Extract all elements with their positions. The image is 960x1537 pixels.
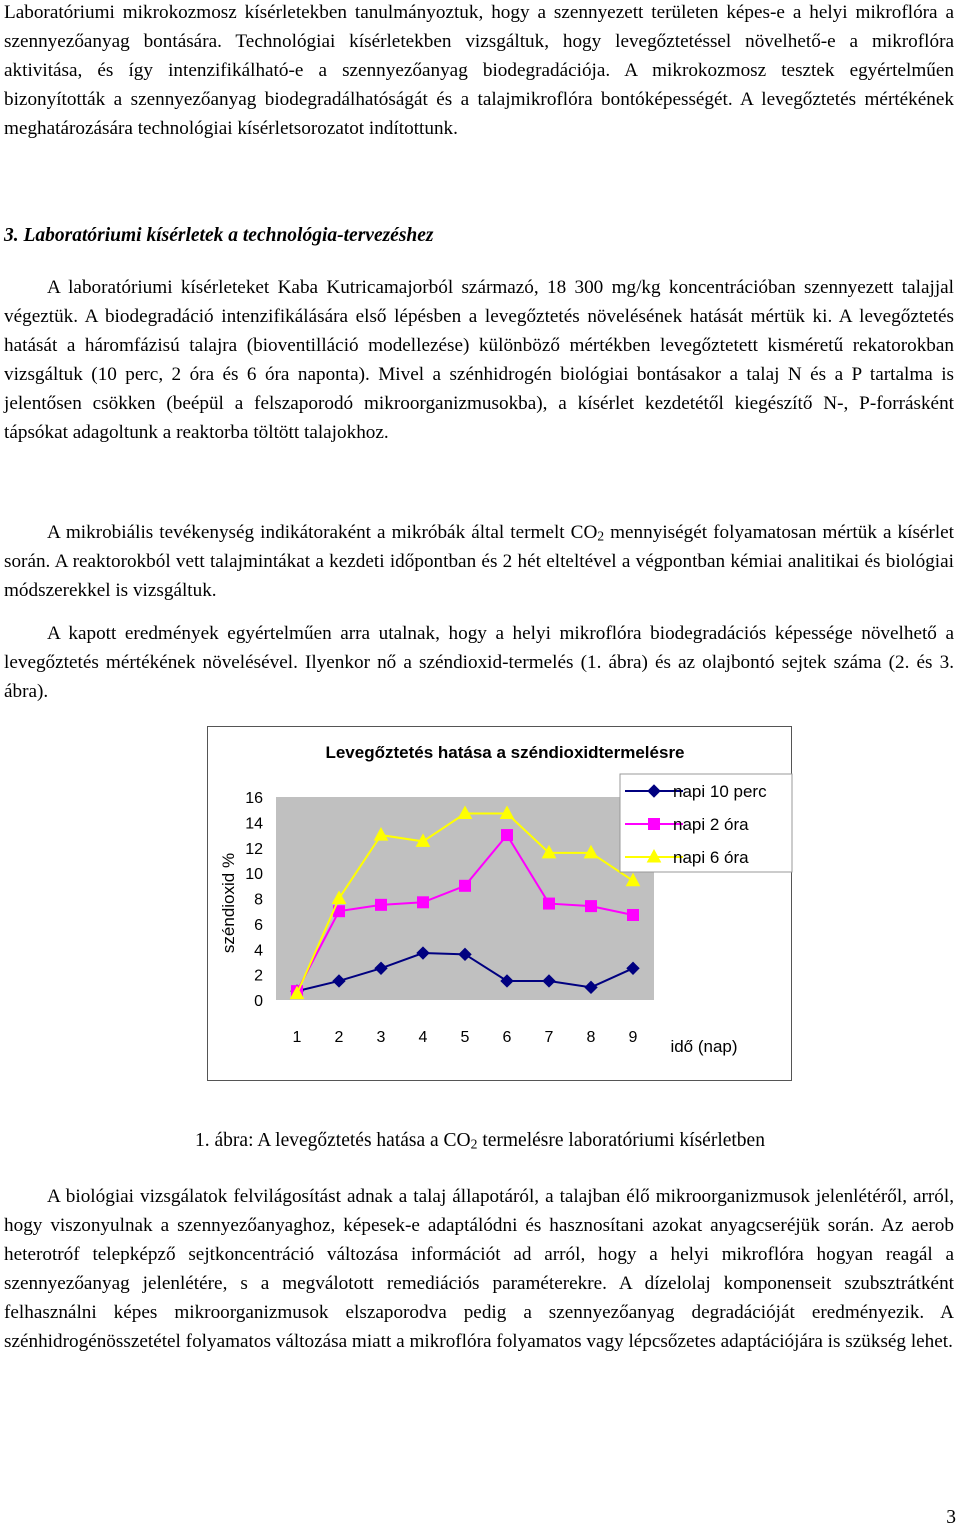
y-tick-label: 10 [245, 866, 263, 884]
x-tick-label: 3 [376, 1029, 386, 1046]
x-tick-label: 5 [460, 1029, 470, 1046]
x-axis-label: idő (nap) [670, 1037, 738, 1056]
figure-caption [0, 1126, 960, 1156]
y-tick-label: 6 [254, 916, 263, 934]
x-tick-label: 6 [502, 1029, 512, 1046]
paragraph-biological: A biológiai vizsgálatok felvilágosítást adnak a talaj állapotáról, a talajban élő mikroorganizmusok jelenlétéről, arról, hogy viszonyulnak a szennyezőanyaghoz, képesek-e adaptálódni és hasznosítani azokat anyagcseréjük során. Az aerob heterotróf telepképző sejtkoncentráció változása információt ad arról, hogy a helyi mikroflóra hogyan reagál a szennyezőanyag jelenlétére, s a megválotott remediációs paraméterekre. A dízelolaj komponenseit szubsztrátként felhasználni képes mikroorganizmusok elszaporodva pedig a szennyezőanyag degradációját eredményezik. A szénhidrogénösszetétel folyamatos változása miatt a mikroflóra folyamatos vagy lépcsőzetes adaptációjára is szükség lehet. [4, 1186, 954, 1352]
caption-subscript: 2 [470, 1136, 478, 1152]
paragraph-co2-text-before: A mikrobiális tevékenység indikátoraként a mikróbák által termelt CO [47, 522, 598, 543]
page-number: 3 [946, 1507, 956, 1528]
y-tick-label: 14 [245, 815, 263, 833]
y-tick-label: 4 [254, 942, 263, 960]
paragraph-co2-subscript: 2 [597, 528, 605, 544]
plot-area [276, 797, 654, 1000]
paragraph-co2-text-after: mennyiségét folyamatosan mértük a kísérlet során. A reaktorokból vett talajmintákat a kezdeti időpontban és 2 hét elteltével a végpontban kémiai analitikai és biológiai módszerekkel is vizsgáltuk. [4, 522, 955, 601]
legend-label-0: napi 10 perc [673, 782, 767, 801]
paragraph-results: A kapott eredmények egyértelműen arra utalnak, hogy a helyi mikroflóra biodegradációs képessége növelhető a levegőztetés mértékének növelésével. Ilyenkor nő a széndioxid-termelés (1. ábra) és az olajbontó sejtek száma (2. és 3. ábra). [4, 623, 954, 702]
paragraph-experiments: A laboratóriumi kísérleteket Kaba Kutricamajorból származó, 18 300 mg/kg koncentrációban szennyezett talajjal végeztük. A biodegradáció intenzifikálására első lépésben a levegőztetés növelésének hatását mértük ki. A levegőztetés hatását a háromfázisú talajra (bioventilláció modellezése) különböző mértékben levegőztetett kisméretű rekatorokban vizsgáltuk (10 perc, 2 óra és 6 óra naponta). Mivel a szénhidrogén biológiai bontásakor a talaj N és a P tartalma is jelentősen csökken (beépül a felszaporodó mikroorganizmusokba), a kísérlet kezdetétől kiegészítő N-, P-forrásként tápsókat adagoltunk a reaktorba töltött talajokhoz. [4, 277, 954, 443]
co2-chart [207, 726, 792, 1081]
x-tick-label: 9 [628, 1029, 638, 1046]
x-tick-label: 1 [292, 1029, 302, 1046]
chart-title: Levegőztetés hatása a széndioxidtermelésre [325, 743, 685, 762]
y-tick-label: 12 [245, 840, 263, 858]
x-tick-label: 2 [334, 1029, 344, 1046]
legend-label-1: napi 2 óra [673, 815, 749, 834]
data-point-series-1 [376, 899, 387, 910]
caption-text-before: 1. ábra: A levegőztetés hatása a CO [195, 1130, 471, 1151]
section-heading: 3. Laboratóriumi kísérletek a technológia-tervezéshez [4, 225, 434, 246]
paragraph-co2-measurement [4, 518, 954, 605]
y-tick-label: 16 [245, 790, 263, 807]
data-point-series-1 [418, 897, 429, 908]
y-tick-label: 8 [254, 891, 263, 909]
y-tick-label: 2 [254, 967, 263, 985]
data-point-series-1 [628, 909, 639, 920]
data-point-series-1 [502, 830, 513, 841]
intro-paragraph: Laboratóriumi mikrokozmosz kísérletekben tanulmányoztuk, hogy a szennyezett területen képes-e a helyi mikroflóra a szennyezőanyag bontására. Technológiai kísérletekben vizsgáltuk, hogy levegőztetéssel növelhető-e a mikroflóra aktivitása, és így intenzifikálható-e a szennyezőanyag biodegradációja. A mikrokozmosz tesztek egyértelműen bizonyították a szennyezőanyag biodegradálhatóságát és a talajmikroflóra bontóképességét. A levegőztetés mértékének meghatározására technológiai kísérletsorozatot indítottunk. [4, 2, 954, 139]
x-tick-label: 7 [544, 1029, 554, 1046]
x-tick-label: 8 [586, 1029, 596, 1046]
data-point-series-1 [586, 901, 597, 912]
x-tick-label: 4 [418, 1029, 428, 1046]
data-point-series-1 [460, 880, 471, 891]
co2-chart-svg [208, 727, 793, 1082]
y-axis-label: széndioxid % [219, 852, 238, 954]
legend-label-2: napi 6 óra [673, 848, 749, 867]
y-tick-label: 0 [254, 993, 263, 1010]
legend-marker-1 [649, 819, 660, 830]
caption-text-after: termelésre laboratóriumi kísérletben [477, 1130, 765, 1151]
data-point-series-1 [544, 898, 555, 909]
